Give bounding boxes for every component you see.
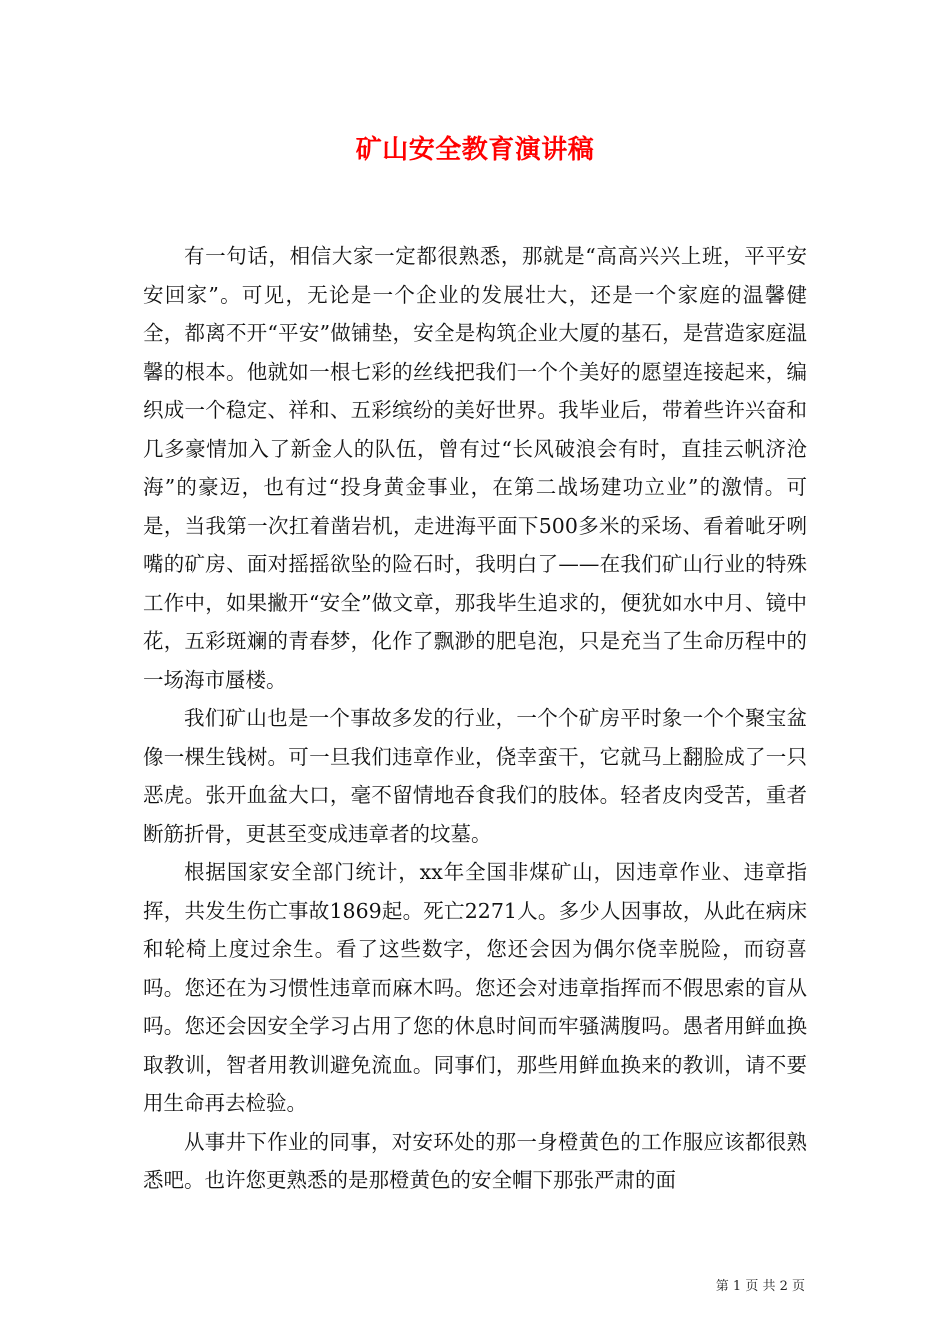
paragraph-3: 根据国家安全部门统计，xx年全国非煤矿山，因违章作业、违章指挥，共发生伤亡事故1869起。死亡2271人。多少人因事故，从此在病床和轮椅上度过余生。看了这些数字，您还会因为偶尔侥幸脱险，而窃喜吗。您还在为习惯性违章而麻木吗。您还会对违章指挥而不假思索的盲从吗。您还会因安全学习占用了您的休息时间而牢骚满腹吗。愚者用鲜血换取教训，智者用教训避免流血。同事们，那些用鲜血换来的教训，请不要用生命再去检验。 xyxy=(143,860,807,1115)
paragraph-2: 我们矿山也是一个事故多发的行业，一个个矿房平时象一个个聚宝盆像一棵生钱树。可一旦我们违章作业，侥幸蛮干，它就马上翻脸成了一只恶虎。张开血盆大口，毫不留情地吞食我们的肢体。轻者皮肉受苦，重者断筋折骨，更甚至变成违章者的坟墓。 xyxy=(143,706,807,846)
page-number-footer: 第 1 页 共 2 页 xyxy=(715,1279,805,1294)
paragraph-4: 从事井下作业的同事，对安环处的那一身橙黄色的工作服应该都很熟悉吧。也许您更熟悉的是那橙黄色的安全帽下那张严肃的面 xyxy=(143,1129,807,1192)
page-title: 矿山安全教育演讲稿 xyxy=(355,135,595,165)
document-body xyxy=(143,237,807,1200)
paragraph-1: 有一句话，相信大家一定都很熟悉，那就是“高高兴兴上班，平平安安回家”。可见，无论是一个企业的发展壮大，还是一个家庭的温馨健全，都离不开“平安”做铺垫，安全是构筑企业大厦的基石，是营造家庭温馨的根本。他就如一根七彩的丝线把我们一个个美好的愿望连接起来，编织成一个稳定、祥和、五彩缤纷的美好世界。我毕业后，带着些许兴奋和几多豪情加入了新金人的队伍，曾有过“长风破浪会有时，直挂云帆济沧海”的豪迈，也有过“投身黄金事业，在第二战场建功立业”的激情。可是，当我第一次扛着凿岩机，走进海平面下500多米的采场、看着呲牙咧嘴的矿房、面对摇摇欲坠的险石时，我明白了——在我们矿山行业的特殊工作中，如果撇开“安全”做文章，那我毕生追求的，便犹如水中月、镜中花，五彩斑斓的青春梦，化作了飘渺的肥皂泡，只是充当了生命历程中的一场海市蜃楼。 xyxy=(143,244,807,692)
